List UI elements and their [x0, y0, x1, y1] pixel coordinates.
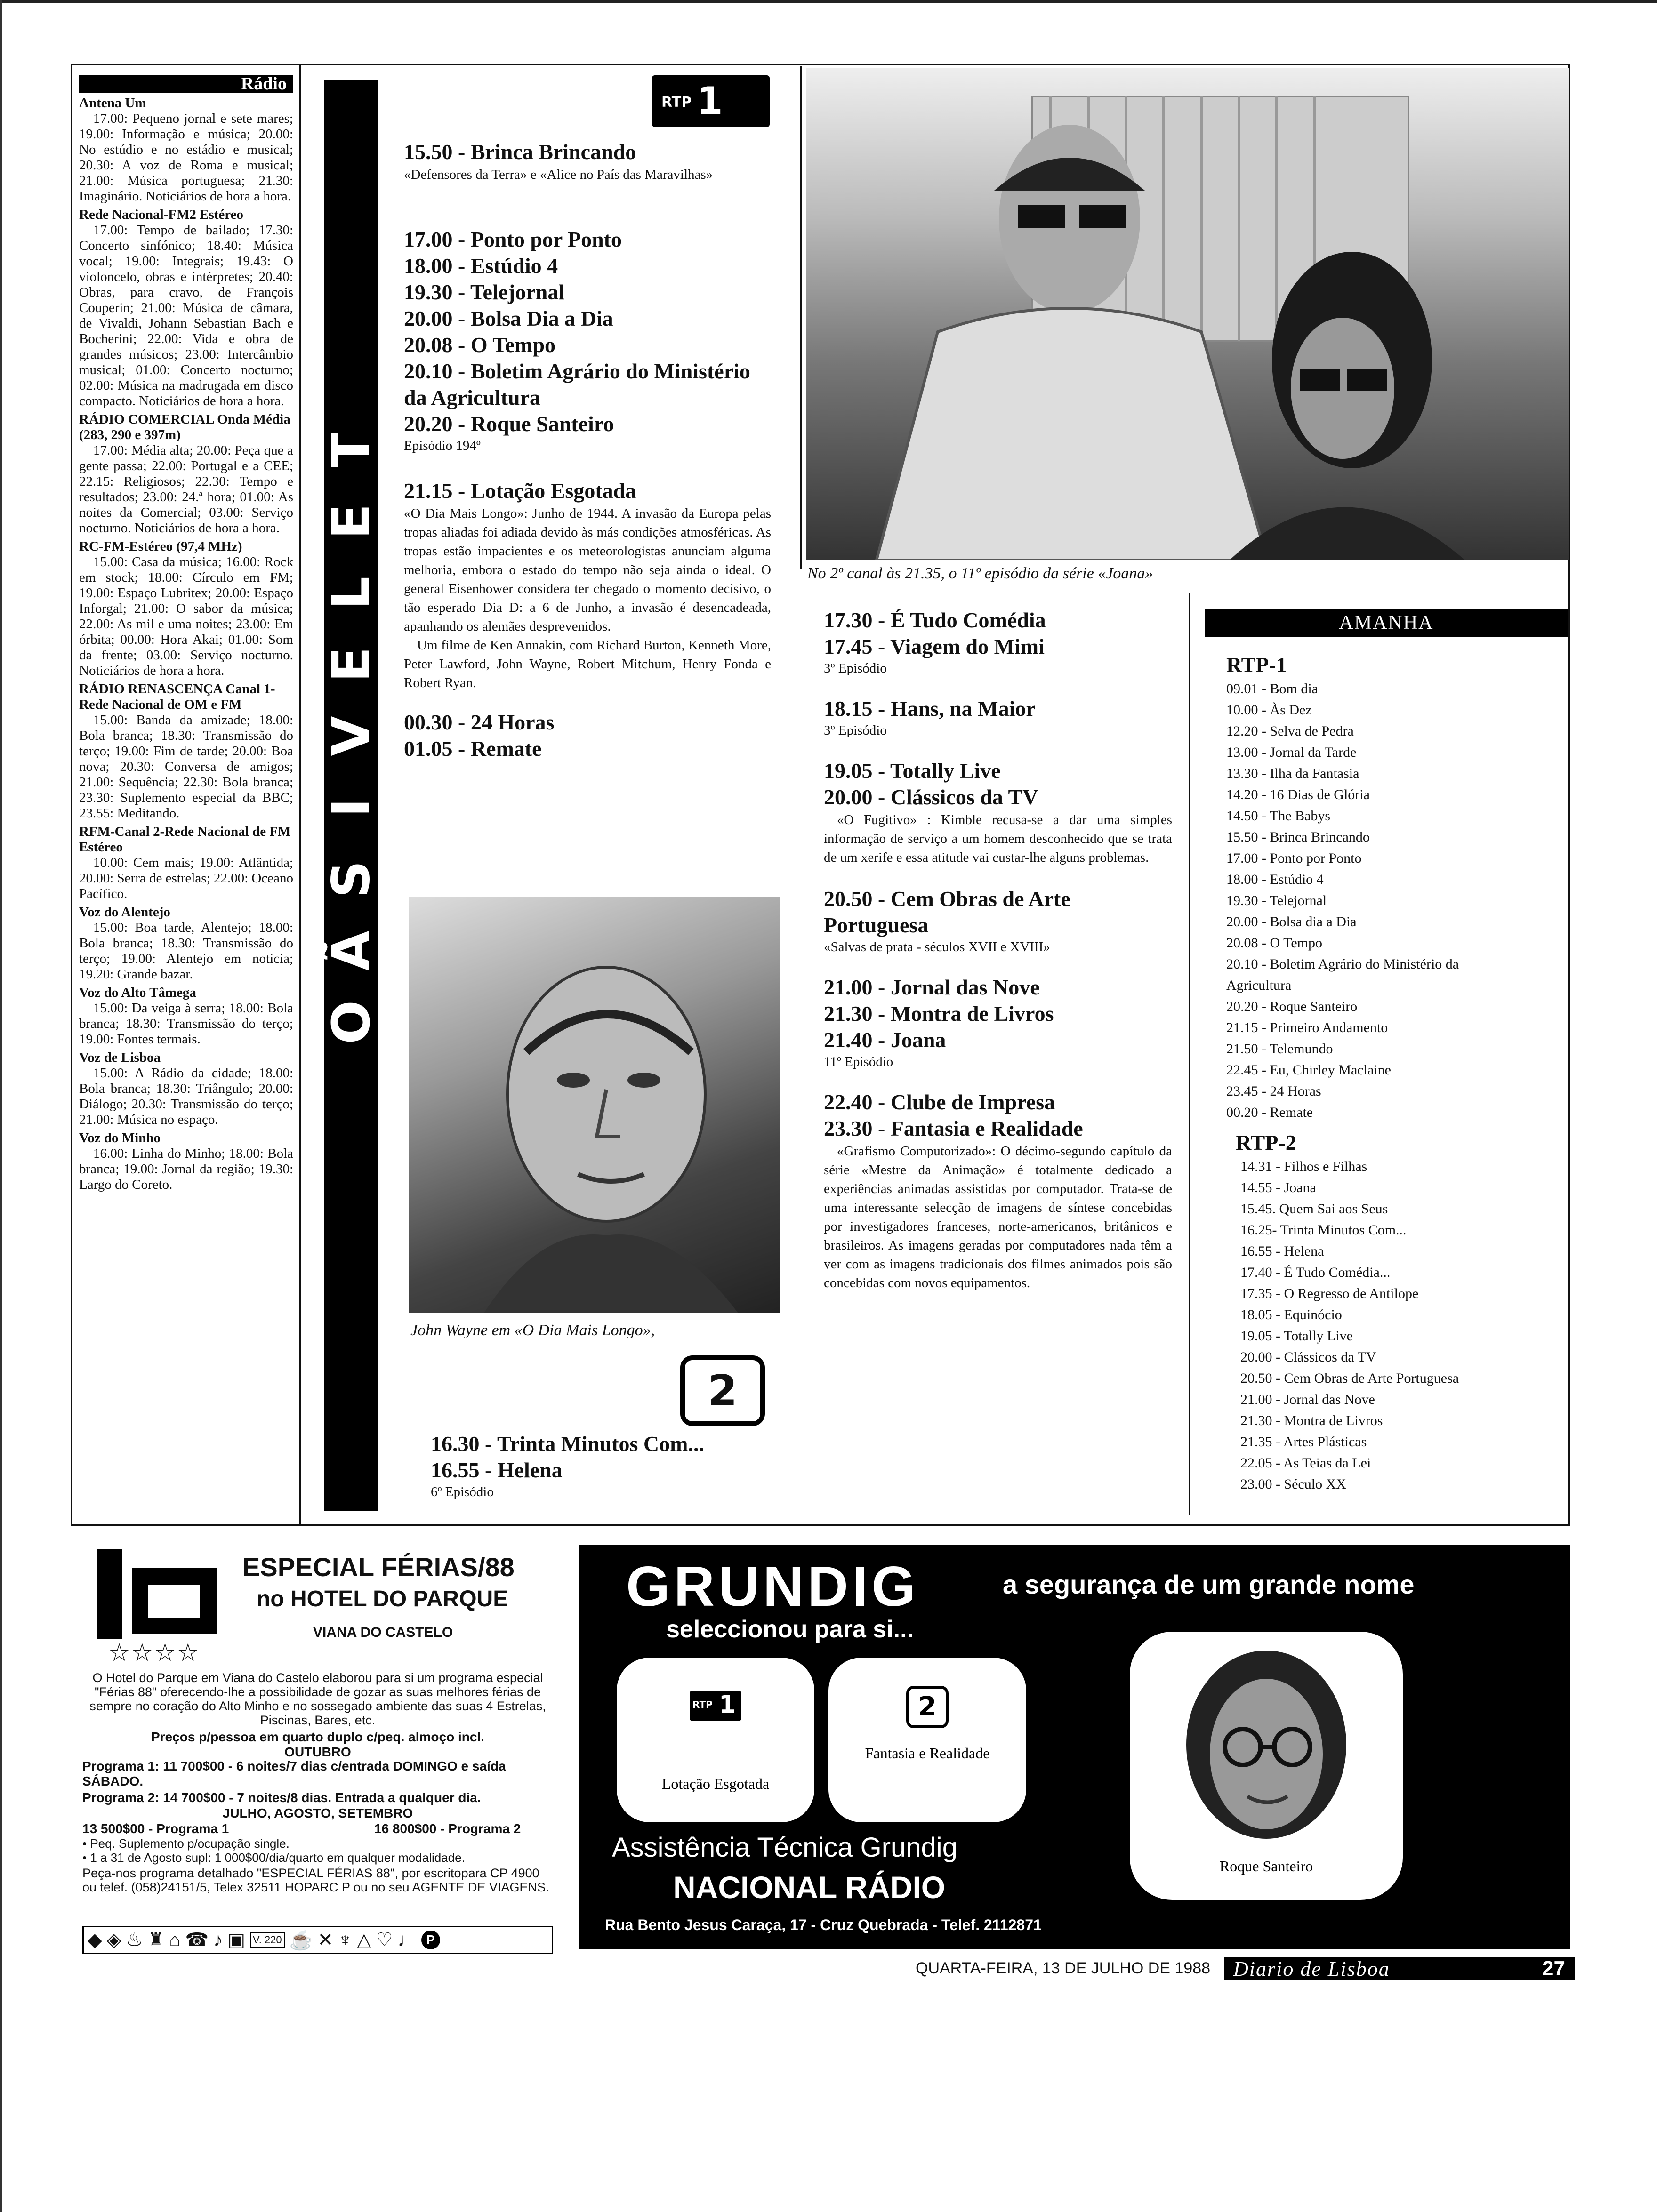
column-divider [299, 64, 301, 1526]
column-divider [1189, 593, 1190, 1515]
amenity-icon: ♆ [338, 1929, 352, 1950]
amenity-icon: ☕ [289, 1930, 313, 1951]
rtp1-number-icon: 1 [719, 1691, 736, 1719]
stars-icon: ☆☆☆☆ [108, 1639, 200, 1667]
ad-prices-heading: Preços p/pessoa em quarto duplo c/peq. almoço incl. [151, 1730, 484, 1744]
amanha-item: 20.00 - Clássicos da TV [1240, 1349, 1376, 1365]
ad-subtitle: no HOTEL DO PARQUE [257, 1587, 508, 1611]
program-title: 15.50 - Brinca Brincando [404, 140, 636, 164]
amanha-item: 16.55 - Helena [1240, 1243, 1324, 1259]
program-title: 17.00 - Ponto por Ponto [404, 227, 622, 251]
amanha-item: 20.50 - Cem Obras de Arte Portuguesa [1240, 1370, 1459, 1386]
amenity-icon: ♩ [397, 1929, 417, 1950]
program-title: 20.00 - Clássicos da TV [824, 785, 1038, 809]
program-title: 17.45 - Viagem do Mimi [824, 634, 1045, 658]
program-title: 18.15 - Hans, na Maior [824, 697, 1036, 721]
grundig-assist: Assistência Técnica Grundig [612, 1832, 957, 1863]
station-name: Voz do Minho [79, 1130, 161, 1146]
station-schedule: 16.00: Linha do Minho; 18.00: Bola branca; 19.00: Jornal da região; 19.30: Largo do Coreto. [79, 1146, 293, 1192]
radio-listings [79, 75, 293, 1195]
amanha-item: 23.00 - Século XX [1240, 1476, 1346, 1492]
issue-date: QUARTA-FEIRA, 13 DE JULHO DE 1988 [916, 1959, 1211, 1977]
column-divider [800, 66, 802, 569]
ad-body: O Hotel do Parque em Viana do Castelo elaborou para si um programa especial "Férias 88" oferecendo-lhe a possibilidade de gozar as suas melhores férias de sempre no coração do Alto Minho e no sossegado ambiente das suas 4 Estrelas, Piscinas, Bares, etc. [89, 1671, 546, 1727]
program-block [824, 1027, 1172, 1070]
photo-caption: John Wayne em «O Dia Mais Longo», [410, 1322, 655, 1339]
ad-price: 16 800$00 - Programa 2 [374, 1821, 521, 1836]
rtp2-left-schedule [431, 1431, 788, 1500]
amanha-item: 21.50 - Telemundo [1226, 1041, 1333, 1057]
ad-programme: Programa 2: 14 700$00 - 7 noites/8 dias. Entrada a qualquer dia. [82, 1790, 481, 1805]
grundig-address: Rua Bento Jesus Caraça, 17 - Cruz Quebrada - Telef. 2112871 [605, 1916, 1042, 1933]
station-name: RÁDIO COMERCIAL Onda Média (283, 290 e 397m) [79, 412, 290, 442]
tv-screen-rtp1 [617, 1658, 814, 1822]
masthead-bar [1224, 1957, 1575, 1980]
program-title: 17.30 - É Tudo Comédia [824, 608, 1046, 632]
amanha-item: 18.00 - Estúdio 4 [1226, 872, 1324, 887]
radio-header: Rádio [79, 75, 293, 93]
program-note: 3º Episódio [824, 661, 887, 676]
grundig-ad [579, 1545, 1570, 1949]
ad-price: 13 500$00 - Programa 1 [82, 1821, 229, 1836]
program-block [824, 974, 1172, 1001]
john-wayne-photo [409, 897, 780, 1313]
amanha-item: 22.45 - Eu, Chirley Maclaine [1226, 1062, 1391, 1078]
amanha-item: 17.00 - Ponto por Ponto [1226, 850, 1362, 866]
program-note: «Salvas de prata - séculos XVII e XVIII» [824, 939, 1050, 954]
rtp1-schedule [404, 139, 771, 762]
amanha-item: 13.30 - Ilha da Fantasia [1226, 766, 1359, 781]
channel-label: RTP-2 [1236, 1130, 1296, 1154]
program-title: 21.15 - Lotação Esgotada [404, 479, 636, 503]
episode-note: 6º Episódio [431, 1484, 494, 1499]
program-title: 00.30 - 24 Horas [404, 710, 555, 734]
photo-caption: No 2º canal às 21.35, o 11º episódio da série «Joana» [807, 565, 1153, 582]
ad-month: JULHO, AGOSTO, SETEMBRO [222, 1806, 413, 1820]
amanha-item: 21.15 - Primeiro Andamento [1226, 1020, 1388, 1035]
rtp2-logo: 2 [680, 1355, 765, 1426]
amanha-item: 12.20 - Selva de Pedra [1226, 723, 1354, 739]
program-title: 21.30 - Montra de Livros [824, 1002, 1054, 1026]
amanha-item: 09.01 - Bom dia [1226, 681, 1318, 697]
program-title: 20.50 - Cem Obras de Arte Portuguesa [824, 887, 1070, 937]
grundig-slogan: a segurança de um grande nome [1003, 1570, 1415, 1599]
amenity-icon: ☎ [185, 1930, 209, 1950]
ad-note: • Peq. Suplemento p/ocupação single. [82, 1836, 290, 1851]
program-note: 11º Episódio [824, 1054, 893, 1069]
banner-letter: I [321, 798, 381, 817]
amanha-item: 18.05 - Equinócio [1240, 1307, 1342, 1322]
portrait-icon [409, 897, 780, 1313]
amenity-icon: ♨ [126, 1930, 143, 1950]
amenity-icon: ▣ [227, 1930, 246, 1950]
amanha-item: 17.35 - O Regresso de Antilope [1240, 1286, 1419, 1301]
amanha-item: 20.08 - O Tempo [1226, 935, 1322, 951]
banner-letter: T [321, 432, 381, 468]
station-schedule: 15.00: Banda da amizade; 18.00: Bola branca; 18.30: Transmissão do terço; 19.00: Fim de tarde; 20.00: Boa nova; 20.30: Conversa de amigos; 21.00: Sequência; 22.30: Bola branca; 23.30: Suplemento especial da BBC; 23.55: Meditando. [79, 713, 293, 821]
amenity-icon: ◈ [106, 1930, 121, 1950]
amenity-icon: ◆ [88, 1930, 102, 1950]
amanha-item: 17.40 - É Tudo Comédia... [1240, 1265, 1391, 1280]
amanha-item: 22.05 - As Teias da Lei [1240, 1455, 1371, 1471]
page-number: 27 [1542, 1957, 1565, 1980]
amenity-icon: ♜ [147, 1930, 165, 1950]
hotel-logo-icon [97, 1549, 219, 1639]
station-name: Voz do Alentejo [79, 905, 170, 920]
program-title: 20.00 - Bolsa Dia a Dia [404, 306, 613, 330]
amanha-item: 16.25- Trinta Minutos Com... [1240, 1222, 1407, 1238]
hotel-parque-ad [73, 1545, 563, 1964]
program-block [824, 607, 1172, 633]
program-block [824, 1089, 1172, 1115]
amanha-item: 19.05 - Totally Live [1240, 1328, 1353, 1344]
amanha-item: 21.35 - Artes Plásticas [1240, 1434, 1367, 1450]
station-name: RFM-Canal 2-Rede Nacional de FM Estéreo [79, 824, 291, 855]
banner-letter: E [321, 647, 381, 682]
amanha-item: 20.00 - Bolsa dia a Dia [1226, 914, 1357, 930]
program-block [824, 1115, 1172, 1292]
station-name: RC-FM-Estéreo (97,4 MHz) [79, 539, 242, 554]
banner-letter: V [321, 716, 381, 756]
grundig-shop: NACIONAL RÁDIO [673, 1870, 946, 1905]
joana-photo [806, 68, 1569, 560]
banner-letter: L [321, 576, 381, 610]
amanha-item: 15.50 - Brinca Brincando [1226, 829, 1370, 845]
amanha-item: 13.00 - Jornal da Tarde [1226, 745, 1357, 760]
program-note: 3º Episódio [824, 723, 887, 738]
amanha-item: 14.55 - Joana [1240, 1180, 1316, 1195]
ad-programme: Programa 1: 11 700$00 - 6 noites/7 dias c/entrada DOMINGO e saída SÁBADO. [82, 1759, 506, 1788]
left-edge [0, 0, 2, 2212]
top-rule [0, 0, 1657, 3]
station-name: Antena Um [79, 96, 146, 111]
program-title: 21.00 - Jornal das Nove [824, 975, 1040, 999]
program-title: 19.30 - Telejornal [404, 280, 565, 304]
station-schedule: 17.00: Pequeno jornal e sete mares; 19.00: Informação e música; 20.00: No estúdio e no estádio e musical; 20.30: A voz de Roma e musical; 21.00: Música portuguesa; 21.30: Imaginário. Noticiários de hora a hora. [79, 111, 293, 204]
station-name: RÁDIO RENASCENÇA Canal 1-Rede Nacional de OM e FM [79, 681, 275, 712]
program-note: «Grafismo Computorizado»: O décimo-segundo capítulo da série «Mestre da Animação» é totalmente dedicado a experiências animadas assistidas por computador. Trata-se de uma interessante selecção de imagens de síntese concebidas por investigadores franceses, norte-americanos, britânicos e brasileiros. As imagens geradas por computadores nada têm a ver com as imagens tradicionais dos filmes animados pois são concebidas com novos equipamentos. [824, 1144, 1172, 1290]
parking-icon: P [421, 1931, 440, 1949]
episode-note: Episódio 194º [404, 438, 481, 453]
program-block [824, 886, 1172, 955]
program-cast: Um filme de Ken Annakin, com Richard Burton, Kenneth More, Peter Lawford, John Wayne, Robert Mitchum, Henry Fonda e Robert Ryan. [404, 638, 771, 690]
tv-caption: Lotação Esgotada [661, 1775, 770, 1792]
amenity-icon: ♡ [376, 1930, 393, 1950]
rtp2-schedule [824, 607, 1172, 1311]
program-title: 20.08 - O Tempo [404, 333, 556, 357]
program-note: «O Fugitivo» : Kimble recusa-se a dar uma simples informação de serviço a um homem desconhecido que se trata de um xerife e essa atitude vai custar-lhe alguns problemas. [824, 812, 1172, 865]
amanha-item: 20.20 - Roque Santeiro [1226, 999, 1358, 1014]
tv-caption: Roque Santeiro [1219, 1858, 1313, 1875]
banner-letter: S [321, 860, 381, 898]
rtp1-logo: RTP 1 [652, 75, 770, 127]
station-name: Voz de Lisboa [79, 1050, 161, 1065]
ad-month: OUTUBRO [284, 1745, 351, 1759]
station-schedule: 17.00: Média alta; 20.00: Peça que a gente passa; 22.00: Portugal e a CEE; 22.15: Religiosos; 22.30: Tempo e resultados; 23.00: 24.ª hora; 01.00: As noites da Comercial; 03.00: Serviço nocturno. Noticiários de hora a hora. [79, 443, 293, 536]
station-schedule: 10.00: Cem mais; 19.00: Atlântida; 20.00: Serra de estrelas; 22.00: Oceano Pacífico. [79, 855, 293, 901]
station-schedule: 17.00: Tempo de bailado; 17.30: Concerto sinfónico; 18.40: Música vocal; 19.00: Integrais; 19.43: O violoncelo, obras e intérpretes; 20.40: Obras, para cravo, de François Couperin; 21.00: Música de câmara, de Vivaldi, Johann Sebastian Bach e Bocherini; 22.00: Vida e obra de grandes músicos; 23.00: Intercâmbio musical; 01.00: Concerto nocturno; 02.00: Música na madrugada em disco compacto. Noticiários de hora a hora. [79, 223, 293, 409]
program-block [824, 784, 1172, 867]
masthead: Diario de Lisboa [1233, 1957, 1390, 1980]
portrait-icon [1158, 1646, 1375, 1853]
amanha-item: 23.45 - 24 Horas [1226, 1083, 1321, 1099]
grundig-logo: GRUNDIG [626, 1555, 919, 1618]
amanha-item: 00.20 - Remate [1226, 1105, 1313, 1120]
amanha-item: 20.10 - Boletim Agrário do Ministério da [1226, 956, 1459, 972]
banner-letter: Ã [321, 930, 381, 971]
program-title: 22.40 - Clube de Impresa [824, 1090, 1055, 1114]
program-title: 20.10 - Boletim Agrário do Ministério da Agricultura [404, 359, 750, 409]
rtp1-logo: RTP 1 [690, 1691, 741, 1721]
amenity-icon: ⌂ [169, 1929, 181, 1950]
station-schedule: 15.00: Boa tarde, Alentejo; 18.00: Bola branca; 18.30: Transmissão do terço; 19.00: Alentejo em notícia; 19.20: Grande bazar. [79, 920, 293, 982]
station-name: Voz do Alto Tâmega [79, 985, 196, 1000]
televisao-letters [321, 414, 381, 1058]
ad-title: ESPECIAL FÉRIAS/88 [242, 1552, 515, 1582]
amanha-item: Agricultura [1226, 978, 1292, 993]
amanha-item: 14.50 - The Babys [1226, 808, 1331, 824]
program-block [824, 696, 1172, 739]
amanha-item: 15.45. Quem Sai aos Seus [1240, 1201, 1388, 1217]
banner-letter: E [321, 504, 381, 539]
station-schedule: 15.00: Da veiga à serra; 18.00: Bola branca; 18.30: Transmissão do terço; 19.00: Fontes termais. [79, 1001, 293, 1047]
program-title: 16.55 - Helena [431, 1458, 563, 1482]
program-title: 16.30 - Trinta Minutos Com... [431, 1432, 704, 1456]
amanha-header: AMANHA [1205, 609, 1568, 637]
program-title: 23.30 - Fantasia e Realidade [824, 1116, 1083, 1140]
program-block [824, 633, 1172, 677]
program-title: 20.20 - Roque Santeiro [404, 412, 614, 436]
program-title: 01.05 - Remate [404, 737, 542, 761]
amenity-icon: ♪ [213, 1929, 223, 1950]
ad-note: • 1 a 31 de Agosto supl: 1 000$00/dia/quarto em qualquer modalidade. [82, 1851, 465, 1865]
amanha-item: 14.20 - 16 Dias de Glória [1226, 787, 1370, 802]
amanha-item: 21.00 - Jornal das Nove [1240, 1392, 1375, 1407]
amenity-icon: △ [356, 1930, 371, 1950]
program-block [824, 1001, 1172, 1027]
program-title: 21.40 - Joana [824, 1028, 946, 1052]
amanha-item: 19.30 - Telejornal [1226, 893, 1327, 908]
program-title: 19.05 - Totally Live [824, 759, 1001, 783]
ad-place: VIANA DO CASTELO [313, 1625, 453, 1640]
tv-screen-roque-santeiro [1130, 1632, 1403, 1900]
station-name: Rede Nacional-FM2 Estéreo [79, 207, 243, 222]
channel-label: RTP-1 [1226, 653, 1287, 677]
program-title: 18.00 - Estúdio 4 [404, 254, 558, 278]
program-block [824, 758, 1172, 784]
grundig-subtitle: seleccionou para si... [666, 1616, 914, 1643]
program-note: «Defensores da Terra» e «Alice no País das Maravilhas» [404, 167, 713, 182]
rtp1-number-icon: 1 [697, 79, 723, 123]
amanha-listings [1226, 652, 1565, 1495]
tv-screen-rtp2 [828, 1658, 1026, 1822]
station-schedule: 15.00: A Rádio da cidade; 18.00: Bola branca; 18.30: Triângulo; 20.00: Diálogo; 20.30: Transmissão do terço; 21.00: Música no espaço. [79, 1066, 293, 1127]
amenity-icons-strip [82, 1926, 553, 1954]
ad-contact: Peça-nos programa detalhado "ESPECIAL FÉRIAS 88", por escritopara CP 4900 ou telef. (058)24151/5, Telex 32511 HOPARC P ou no seu AGENTE DE VIAGENS. [82, 1866, 549, 1894]
rtp2-logo: 2 [906, 1686, 949, 1728]
tv-caption: Fantasia e Realidade [865, 1745, 990, 1762]
amanha-item: 10.00 - Às Dez [1226, 702, 1312, 718]
station-schedule: 15.00: Casa da música; 16.00: Rock em stock; 18.00: Círculo em FM; 19.00: Espaço Lubritex; 20.00: Espaço Inforgal; 21.00: O sabor da música; 22.00: As mil e uma noites; 23.00: Em órbita; 00.00: Hora Akai; 01.00: Som da frente; 03.00: Serviço nocturno. Noticiários de hora a hora. [79, 554, 293, 678]
voltage-label: V. 220 [250, 1932, 285, 1948]
amanha-item: 21.30 - Montra de Livros [1240, 1413, 1383, 1428]
amanha-item: 14.31 - Filhos e Filhas [1240, 1159, 1367, 1174]
couple-photo-icon [806, 68, 1569, 560]
banner-letter: O [321, 1000, 381, 1044]
amenity-icon: ✕ [317, 1930, 333, 1950]
program-note: «O Dia Mais Longo»: Junho de 1944. A invasão da Europa pelas tropas aliadas foi adiada devido às más condições atmosféricas. As tropas estão impacientes e os meteorologistas anunciam alguma melhoria, embora o estado do tempo não seja ainda o ideal. O general Eisenhower considera ter chegado o momento decisivo, o tão esperado Dia D: a 6 de Junho, a invasão é desencadeada, apanhando os alemães desprevenidos. [404, 506, 771, 634]
